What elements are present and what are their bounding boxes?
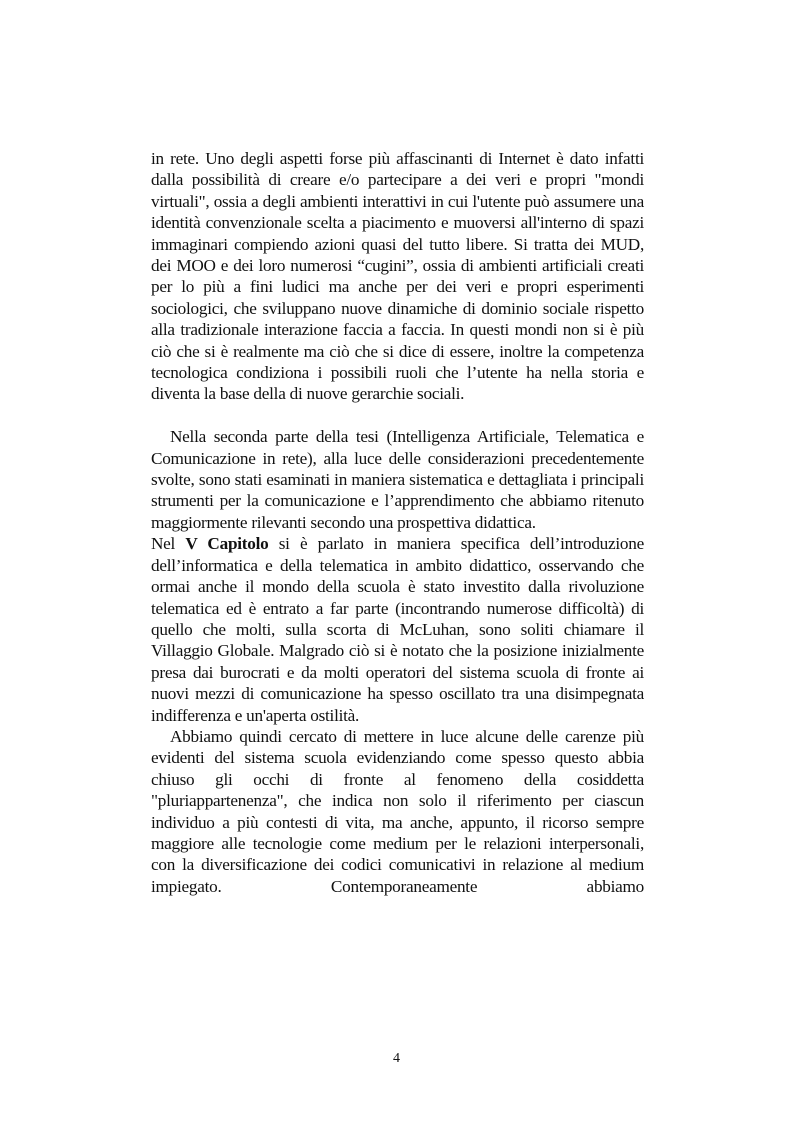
- paragraph-seconda-parte: Nella seconda parte della tesi (Intelligenza Artificiale, Telematica e Comunicazione in rete), alla luce delle considerazioni precedentemente svolte, sono stati esaminati in maniera sistematica e dettagliata i principali strumenti per la comunicazione e l’apprendimento che abbiamo ritenuto maggiormente rilevanti secondo una prospettiva didattica.: [151, 427, 644, 532]
- paragraph-v-capitolo-prefix: Nel: [151, 534, 186, 554]
- page-number: 4: [393, 1051, 400, 1066]
- paragraph-internet-mondi-virtuali: in rete. Uno degli aspetti forse più affascinanti di Internet è dato infatti dalla possibilità di creare e/o partecipare a dei veri e propri "mondi virtuali", ossia a degli ambienti interattivi in cui l'utente può assumere una identità convenzionale scelta a piacimento e muoversi all'interno di spazi immaginari compiendo azioni quasi del tutto libere. Si tratta dei MUD, dei MOO e dei loro numerosi “cugini”, ossia di ambienti artificiali creati per lo più a fini ludici ma anche per dei veri e propri esperimenti sociologici, che sviluppano nuove dinamiche di dominio sociale rispetto alla tradizionale interazione faccia a faccia. In questi mondi non si è più ciò che si è realmente ma ciò che si dice di essere, inoltre la competenza tecnologica condiziona i possibili ruoli che l’utente ha nella storia e diventa la base della di nuove gerarchie sociali.: [151, 149, 644, 404]
- paragraph-carenze-scuola: Abbiamo quindi cercato di mettere in luce alcune delle carenze più evidenti del sistema scuola evidenziando come spesso questo abbia chiuso gli occhi di fronte al fenomeno della cosiddetta "pluriappartenenza", che indica non solo il riferimento per ciascun individuo a più contesti di vita, ma anche, appunto, il ricorso sempre maggiore alle tecnologie come medium per le relazioni interpersonali, con la diversificazione dei codici comunicativi in relazione al medium impiegato. Contemporaneamente abbiamo: [151, 726, 644, 896]
- body-text: [151, 148, 644, 897]
- paragraph-gap: [151, 405, 644, 426]
- chapter-reference: V Capitolo: [185, 534, 269, 554]
- paragraph-v-capitolo: [151, 533, 644, 726]
- paragraph-v-capitolo-text: si è parlato in maniera specifica dell’introduzione dell’informatica e della telematica in ambito didattico, osservando che ormai anche il mondo della scuola è stato investito dalla rivoluzione telematica ed è entrato a far parte (incontrando numerose difficoltà) di quello che molti, sulla scorta di McLuhan, sono soliti chiamare il Villaggio Globale. Malgrado ciò si è notato che la posizione inizialmente presa dai burocrati e da molti operatori del sistema scuola di fronte ai nuovi mezzi di comunicazione ha spesso oscillato tra una disimpegnata indifferenza e un'aperta ostilità.: [151, 534, 644, 725]
